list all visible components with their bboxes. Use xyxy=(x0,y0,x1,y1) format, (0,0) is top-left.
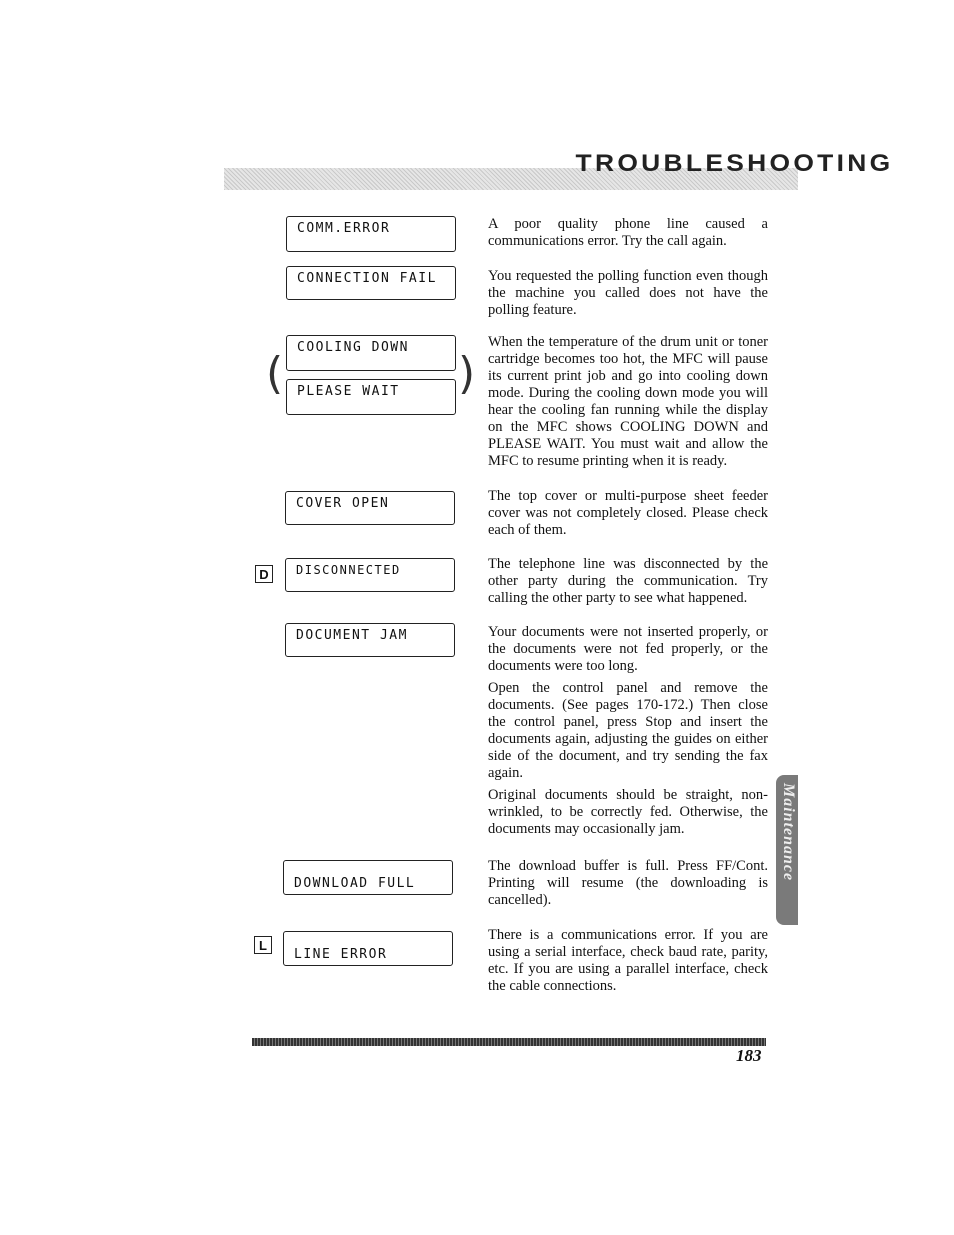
desc-paragraph: Open the control panel and remove the documents. (See pages 170-172.) Then close the control panel, press Stop and insert the documents again, adjusting the guides on either side of the document, and try sending the fax again. xyxy=(488,680,768,781)
lcd-line-error xyxy=(283,931,453,966)
side-tab-label: Maintenance xyxy=(780,783,797,882)
lcd-text: COMM.ERROR xyxy=(297,221,391,236)
lcd-text: DOCUMENT JAM xyxy=(296,628,408,643)
lcd-text: COOLING DOWN xyxy=(297,340,409,355)
desc-document-jam xyxy=(488,624,768,843)
desc-paragraph: A poor quality phone line caused a communications error. Try the call again. xyxy=(488,216,768,249)
lcd-download-full xyxy=(283,860,453,895)
lcd-please-wait xyxy=(286,379,456,415)
section-side-tab xyxy=(776,775,798,925)
lcd-cooling-down xyxy=(286,335,456,371)
desc-paragraph: Your documents were not inserted properly, or the documents were not fed properly, or the documents were too long. xyxy=(488,624,768,674)
marker-d: D xyxy=(255,565,273,583)
page-number: 183 xyxy=(736,1046,762,1065)
desc-paragraph: You requested the polling function even though the machine you called does not have the polling feature. xyxy=(488,268,768,318)
page-header-title: TROUBLESHOOTING xyxy=(575,150,894,177)
desc-paragraph: The download buffer is full. Press FF/Cont. Printing will resume (the downloading is cancelled). xyxy=(488,858,768,908)
desc-download-full xyxy=(488,858,768,914)
lcd-text: CONNECTION FAIL xyxy=(297,271,437,286)
lcd-disconnected xyxy=(285,558,455,592)
marker-l: L xyxy=(254,936,272,954)
footer-rule xyxy=(252,1038,766,1046)
lcd-text: LINE ERROR xyxy=(294,947,388,962)
lcd-document-jam xyxy=(285,623,455,657)
desc-paragraph: The telephone line was disconnected by the other party during the communication. Try calling the other party to see what happened. xyxy=(488,556,768,606)
cycle-arrow-left-icon: ( xyxy=(266,348,284,399)
lcd-cover-open xyxy=(285,491,455,525)
desc-connection-fail xyxy=(488,268,768,324)
desc-disconnected xyxy=(488,556,768,612)
desc-line-error xyxy=(488,927,768,1000)
lcd-text: COVER OPEN xyxy=(296,496,390,511)
desc-paragraph: Original documents should be straight, non-wrinkled, to be correctly fed. Otherwise, the documents may occasionally jam. xyxy=(488,787,768,837)
desc-paragraph: The top cover or multi-purpose sheet feeder cover was not completely closed. Please check each of them. xyxy=(488,488,768,538)
lcd-comm-error xyxy=(286,216,456,252)
lcd-text: PLEASE WAIT xyxy=(297,384,400,399)
lcd-text: DISCONNECTED xyxy=(296,563,401,577)
cycle-arrow-right-icon: ) xyxy=(458,348,476,399)
desc-paragraph: When the temperature of the drum unit or toner cartridge becomes too hot, the MFC will pause its current print job and go into cooling down mode. During the cooling down mode you will hear the cooling fan running while the display on the MFC shows COOLING DOWN and PLEASE WAIT. You must wait and allow the MFC to resume printing when it is ready. xyxy=(488,334,768,469)
lcd-connection-fail xyxy=(286,266,456,300)
lcd-text: DOWNLOAD FULL xyxy=(294,876,416,891)
desc-comm-error xyxy=(488,216,768,255)
desc-cover-open xyxy=(488,488,768,544)
desc-cooling-down xyxy=(488,334,768,475)
desc-paragraph: There is a communications error. If you are using a serial interface, check baud rate, parity, etc. If you are using a parallel interface, check the cable connections. xyxy=(488,927,768,994)
